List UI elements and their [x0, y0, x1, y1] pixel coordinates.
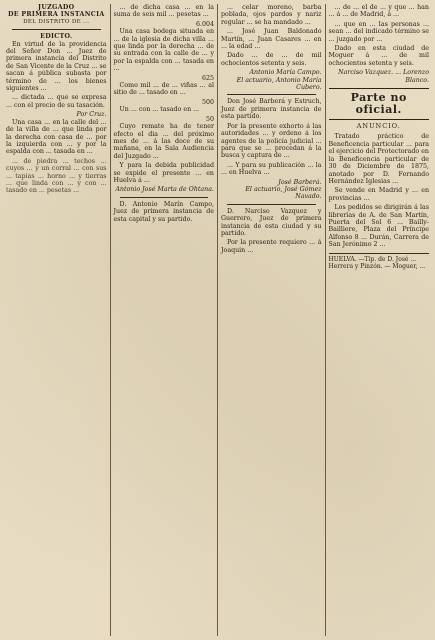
edict-paragraph: Un ... con ... tasado en ...	[119, 106, 200, 114]
edict-paragraph: Dado ... de ... de mil ochocientos setenta y seis.	[221, 52, 322, 67]
announcement-paragraph: Los pedidos se dirigirán á las librerías de A. de San Martín, Puerta del Sol 6 ... Bailly-Bailliere, Plaza del Príncipe Alfonso 8 ... Durán, Carrera de San Jerónimo 2 ...	[328, 204, 429, 249]
edict-paragraph: D. Antonio Marín Campo, Juez de primera instancia de esta capital y su partido.	[113, 200, 214, 223]
divider	[227, 204, 316, 205]
edict-paragraph: Una casa bodega situada en ... de la iglesia de dicha villa ... que linda por la derecha ... de su entrada con la calle de ... y por la espalda con ... tasada en ...	[113, 28, 214, 73]
signature: Narciso Vazquez. ... Lorenzo Blanco.	[338, 69, 429, 84]
court-header-1: JUZGADO	[38, 4, 75, 11]
column-3	[218, 4, 326, 636]
signature: Por Cruz.	[76, 111, 107, 119]
edict-paragraph: Por la presente exhorto á las autoridades ... y ordeno á los agentes de la policía judicial ... para que se ... procedan á la busca y captura de ...	[221, 122, 322, 160]
signature: Antonio María Campo.	[249, 69, 322, 77]
edict-paragraph: ... celar moreno, barba poblada, ojos pardos y nariz regular ... se ha mandado ...	[221, 4, 322, 26]
edict-paragraph: Dado en esta ciudad de Moguer á ... de mil ochocientos setenta y seis.	[328, 45, 429, 67]
court-header-2: DE PRIMERA INSTANCIA	[7, 11, 105, 19]
signature: Antonio José Marta de Ohtana.	[115, 186, 214, 194]
signature: El actuario, José Gómez Navado.	[245, 185, 322, 201]
column-1	[3, 4, 111, 636]
divider	[227, 94, 316, 95]
edict-paragraph: ... de ... el de ... y que ... han ... á ... de Madrid, á ...	[328, 4, 429, 19]
section-title: Parte no oficial.	[329, 88, 430, 120]
edict-paragraph: ... de dicha casa ... en la suma de seis mil ... pesetas ...	[113, 4, 214, 19]
imprint-footer: HUELVA. —Tip. de D. José ... Herrera y Pinzón. — Moguer, ...	[329, 253, 430, 271]
price-value: 500	[201, 98, 214, 106]
divider	[12, 29, 101, 30]
price-value: 50	[205, 115, 214, 123]
edict-paragraph: Como mil ... de ... viñas ... al sitio de ... tasado en ...	[113, 82, 214, 97]
edict-paragraph: Don José Barberá y Estruch, Juez de primera instancia de esta partido.	[221, 98, 322, 121]
divider	[120, 197, 209, 198]
announcement-paragraph: Tratado práctico de Beneficencia particular ... para el ejercicio del Protectorado en la Beneficencia particular de 30 de Diciembre de 1875, anotado por D. Fernando Hernández Iglesias ...	[328, 133, 429, 185]
edict-paragraph: ... de piedra ... techos ... cuyos ... y un corral ... con sus ... tapias ... horno ... y tierras ... que linda con ... y con ... tasado en ... pesetas ...	[6, 157, 107, 195]
signature: El actuario, Antonio María Cubero.	[236, 76, 322, 92]
court-header-3: DEL DISTRITO DE ...	[23, 18, 90, 25]
announcement-paragraph: Se vende en Madrid y ... en provincias ...	[328, 187, 429, 202]
column-4	[326, 4, 433, 636]
price-value: 6.004	[195, 20, 214, 28]
edict-paragraph: ... dictada ... que se expresa ... con el precio de su tasación.	[6, 94, 107, 109]
edict-paragraph: D. Narciso Vazquez y Guerrero, Juez de primera instancia de esta ciudad y su partido.	[221, 207, 322, 237]
announcement-heading: ANUNCIO.	[356, 122, 401, 131]
edict-paragraph: ... José Juan Baldonado Martín, ... Juan Casares ... en ... la edad ...	[221, 28, 322, 51]
edict-paragraph: Una casa ... en la calle del ... de la villa de ... que linda por la derecha con casa de ... por la izquierda con ... y por la espalda con ... tasada en ...	[6, 118, 107, 156]
edict-paragraph: Por la presente requiero ... á Joaquin ...	[221, 239, 322, 254]
edict-paragraph: En virtud de la providencia del Señor Don ... Juez de primera instancia del Distrito de San Vicente de la Cruz ... se sacan á pública subasta por término de ... los bienes siguientes ...	[6, 40, 107, 93]
edict-paragraph: ... que en ... las personas ... sean ... del indicado término se ... juzgado por ...	[328, 20, 429, 43]
edict-paragraph: ... Y para su publicación ... la ... en Huelva ...	[221, 161, 322, 177]
edict-paragraph: Cuyo remate ha de tener efecto el dia ... del próximo mes de ... á las doce de su mañana, en la Sala Audiencia del Juzgado ...	[113, 123, 214, 160]
edict-paragraph: Y para la debida publicidad se expide el presente ... en Huelva á ...	[113, 162, 214, 184]
signature: José Barberá.	[278, 178, 322, 186]
edict-title: EDICTO.	[40, 33, 73, 41]
price-value: 625	[201, 74, 214, 82]
column-2	[111, 4, 219, 636]
